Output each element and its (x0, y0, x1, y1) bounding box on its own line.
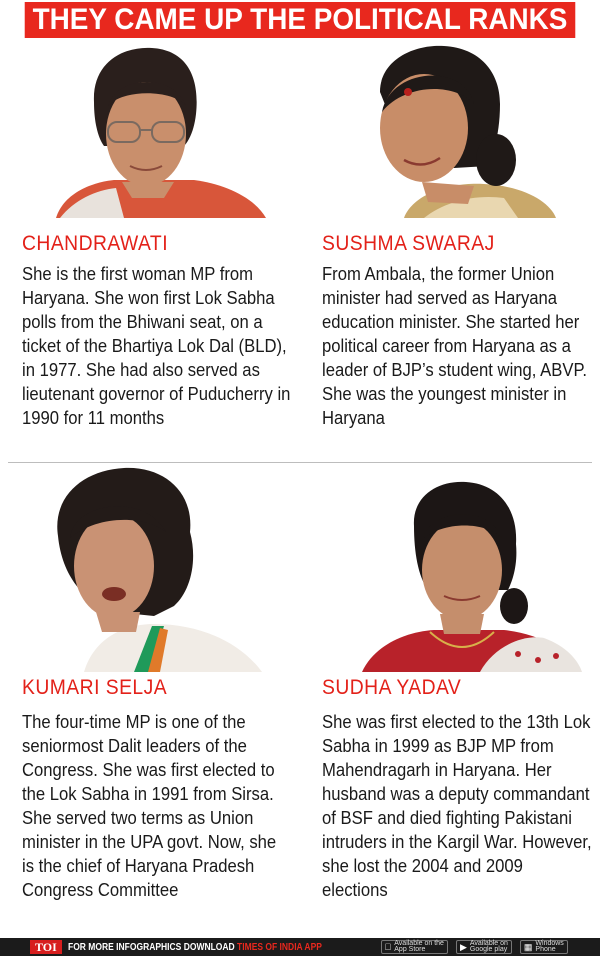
portrait-photo (304, 466, 596, 672)
profile-name: KUMARI SELJA (22, 676, 168, 699)
store-label: Phone (528, 946, 549, 953)
portrait-photo (4, 466, 296, 672)
profile-sudha-yadav (304, 466, 596, 900)
profile-bio: She was first elected to the 13th Lok Sabha in 1999 as BJP MP from Mahendragarh in Haryana. Her husband was a deputy commandant of BSF and died fighting Pakistani intruders in the Kargil War. However, she lost the 2004 and 2009 elections (322, 711, 592, 900)
banner-title: THEY CAME UP THE POLITICAL RANKS (25, 2, 576, 38)
footer-promo (68, 942, 322, 953)
profile-sushma-swaraj (304, 42, 596, 428)
footer-brand: TIMES OF INDIA APP (236, 941, 322, 953)
footer-bar (0, 938, 600, 956)
profile-bio: The four-time MP is one of the seniormost Dalit leaders of the Congress. She was first elected to the Lok Sabha in 1991 from Sirsa. She served two terms as Union minister in the UPA govt. Now, she is the chief of Haryana Pradesh Congress Committee (22, 711, 277, 900)
app-store-badge[interactable] (381, 940, 448, 954)
apple-icon (385, 944, 392, 950)
store-badges (381, 940, 568, 954)
portrait-photo (304, 42, 596, 218)
profile-bio: She is the first woman MP from Haryana. She won first Lok Sabha polls from the Bhiwani seat, on a ticket of the Bhartiya Lok Dal (BLD), in 1977. She had also served as lieutenant governor of Puducherry in 1990 for 11 months (22, 263, 291, 428)
windows-icon: ▦ (517, 942, 526, 952)
google-play-icon: ▶ (453, 942, 461, 952)
profile-kumari-selja (4, 466, 296, 900)
footer-promo-text: FOR MORE INFOGRAPHICS DOWNLOAD (67, 941, 235, 953)
store-small: Available on (463, 940, 502, 947)
portrait-photo (4, 42, 296, 218)
profile-name: SUSHMA SWARAJ (322, 232, 495, 255)
toi-logo: TOI (30, 940, 62, 954)
google-play-badge[interactable] (453, 940, 512, 954)
profile-bio: From Ambala, the former Union minister had served as Haryana education minister. She started her political career from Haryana as a leader of BJP’s student wing, ABVP. She was the youngest minister in Haryana (322, 263, 588, 428)
profile-name: CHANDRAWATI (22, 232, 169, 255)
divider-horizontal (8, 462, 592, 463)
windows-phone-badge[interactable] (517, 940, 568, 954)
profile-name: SUDHA YADAV (322, 676, 462, 699)
profile-chandrawati (4, 42, 296, 428)
store-label: Google play (463, 946, 501, 953)
store-label: App Store (387, 946, 419, 953)
store-small: Available on the (387, 940, 438, 947)
store-small: Windows (528, 940, 558, 947)
